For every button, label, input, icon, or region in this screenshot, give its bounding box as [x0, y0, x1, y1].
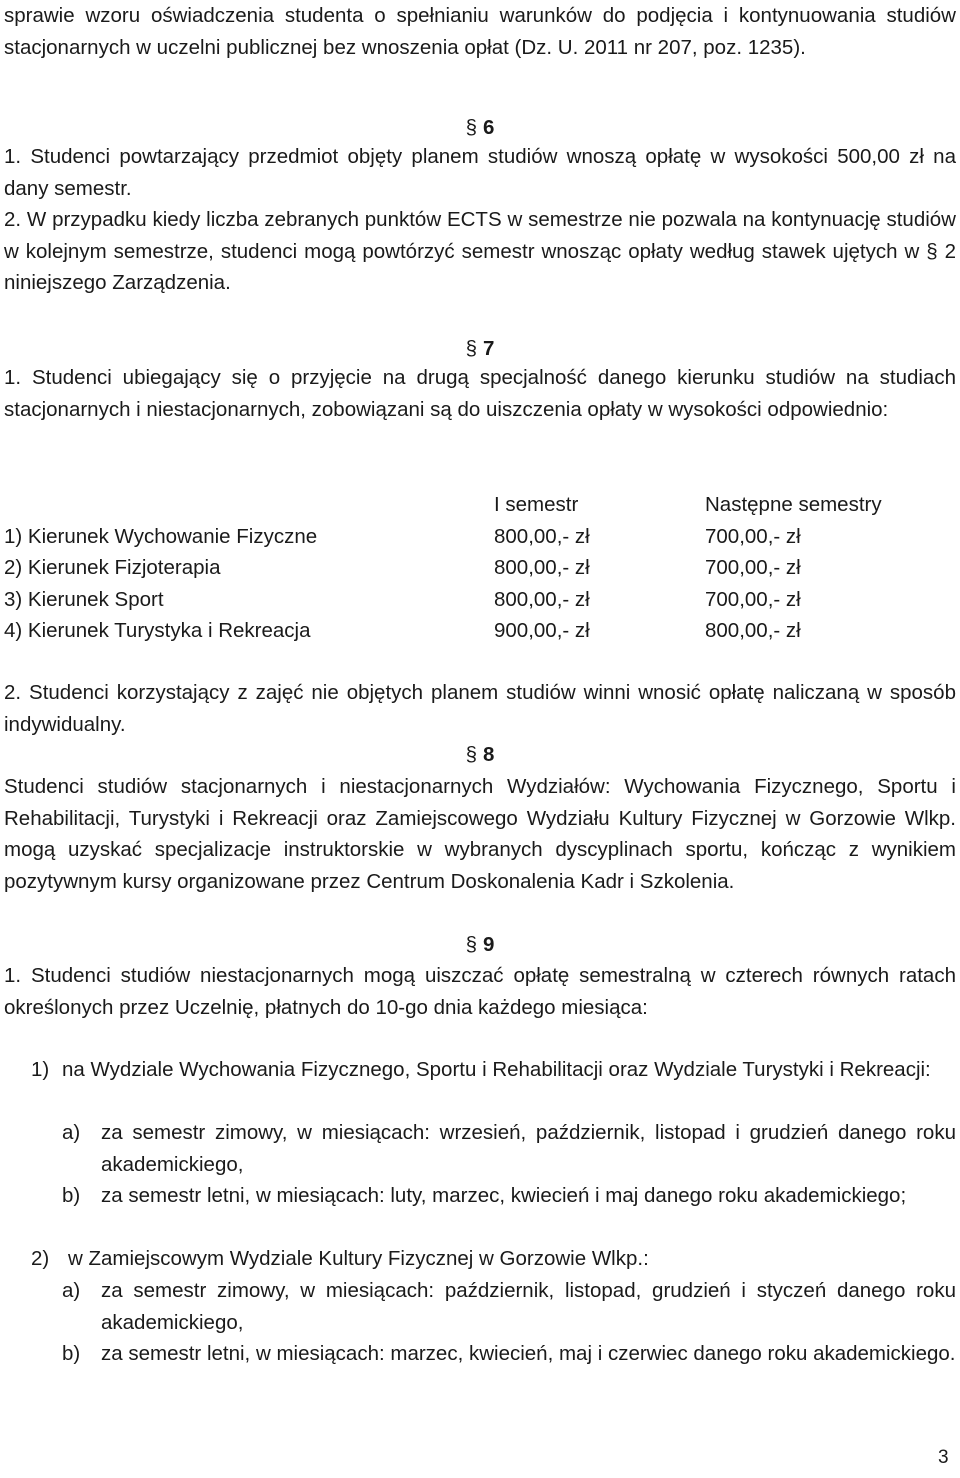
table-cell: 900,00,- zł — [494, 619, 590, 642]
table-cell: 800,00,- zł — [494, 587, 590, 611]
table-row — [4, 584, 956, 616]
section-number: 9 — [483, 933, 495, 956]
section-sign: § — [465, 337, 477, 360]
intro-paragraph: sprawie wzoru oświadczenia studenta o spełnianiu warunków do podjęcia i kontynuowania studiów stacjonarnych w uczelni publicznej bez wnoszenia opłat (Dz. U. 2011 nr 207, poz. 1235). — [4, 4, 956, 59]
table-cell: 3) Kierunek Sport — [4, 587, 164, 611]
section-number: 7 — [483, 337, 495, 360]
table-cell: 800,00,- zł — [494, 524, 590, 548]
page-number: 3 — [938, 1447, 949, 1468]
section-7-heading — [440, 335, 520, 363]
list-item: na Wydziale Wychowania Fizycznego, Sportu i Rehabilitacji oraz Wydziale Turystyki i Rekreacji: — [62, 1058, 931, 1081]
section-7-paragraph-1: 1. Studenci ubiegający się o przyjęcie na drugą specjalność danego kierunku studiów na studiach stacjonarnych i niestacjonarnych, zobowiązani są do uiszczenia opłaty w wysokości odpowiednio: — [4, 366, 956, 421]
table-row — [4, 615, 956, 647]
list-item-label: 1) — [31, 1058, 50, 1081]
table-cell: 2) Kierunek Fizjoterapia — [4, 556, 221, 579]
fee-table — [4, 489, 956, 647]
section-6-heading — [440, 114, 520, 142]
sublist-item: za semestr letni, w miesiącach: luty, marzec, kwiecień i maj danego roku akademickiego; — [101, 1184, 907, 1207]
section-6-paragraph-2: 2. W przypadku kiedy liczba zebranych punktów ECTS w semestrze nie pozwala na kontynuację studiów w kolejnym semestrze, studenci mogą powtórzyć semestr wnosząc opłaty według stawek ujętych w § 2 niniejszego Zarządzenia. — [4, 208, 956, 294]
section-9-paragraph-1: 1. Studenci studiów niestacjonarnych mogą uiszczać opłatę semestralną w czterech równych ratach określonych przez Uczelnię, płatnych do 10-go dnia każdego miesiąca: — [4, 964, 956, 1019]
section-sign: § — [465, 743, 477, 766]
section-8-heading — [440, 741, 520, 769]
table-row — [4, 521, 956, 553]
list-item-label: 2) — [31, 1247, 50, 1270]
sublist-item: za semestr letni, w miesiącach: marzec, kwiecień, maj i czerwiec danego roku akademickiego. — [101, 1342, 956, 1365]
table-header-cell: Następne semestry — [705, 493, 882, 516]
sublist-item-label: b) — [62, 1184, 81, 1207]
sublist-item: za semestr zimowy, w miesiącach: październik, listopad, grudzień i styczeń danego roku akademickiego, — [101, 1279, 956, 1334]
sublist-item-label: a) — [62, 1279, 81, 1302]
table-cell: 700,00,- zł — [705, 524, 801, 548]
section-6-paragraph-1: 1. Studenci powtarzający przedmiot objęty planem studiów wnoszą opłatę w wysokości 500,00 zł na dany semestr. — [4, 145, 956, 200]
table-cell: 700,00,- zł — [705, 587, 801, 611]
table-row — [4, 552, 956, 584]
list-item: w Zamiejscowym Wydziale Kultury Fizycznej w Gorzowie Wlkp.: — [68, 1247, 649, 1270]
table-header-cell: I semestr — [494, 493, 579, 516]
table-cell: 800,00,- zł — [705, 619, 801, 642]
sublist-item-label: a) — [62, 1121, 81, 1144]
table-cell: 4) Kierunek Turystyka i Rekreacja — [4, 619, 311, 642]
sublist-item-label: b) — [62, 1342, 81, 1365]
table-cell: 1) Kierunek Wychowanie Fizyczne — [4, 524, 318, 548]
table-cell: 700,00,- zł — [705, 556, 801, 579]
section-9-heading — [440, 931, 520, 959]
section-8-paragraph: Studenci studiów stacjonarnych i niestacjonarnych Wydziałów: Wychowania Fizycznego, Sportu i Rehabilitacji, Turystyki i Rekreacji oraz Zamiejscowego Wydziału Kultury Fizycznej w Gorzowie Wlkp. mogą uzyskać specjalizacje instruktorskie w wybranych dyscyplinach sportu, kończąc z wynikiem pozytywnym kursy organizowane przez Centrum Doskonalenia Kadr i Szkolenia. — [4, 775, 956, 893]
table-header-row — [4, 489, 956, 521]
section-number: 8 — [483, 743, 495, 766]
section-sign: § — [465, 116, 477, 139]
table-cell: 800,00,- zł — [494, 556, 590, 579]
section-7-paragraph-2: 2. Studenci korzystający z zajęć nie objętych planem studiów winni wnosić opłatę naliczaną w sposób indywidualny. — [4, 681, 956, 736]
section-number: 6 — [483, 116, 495, 139]
sublist-item: za semestr zimowy, w miesiącach: wrzesień, październik, listopad i grudzień danego roku akademickiego, — [101, 1121, 956, 1176]
section-sign: § — [465, 933, 477, 956]
